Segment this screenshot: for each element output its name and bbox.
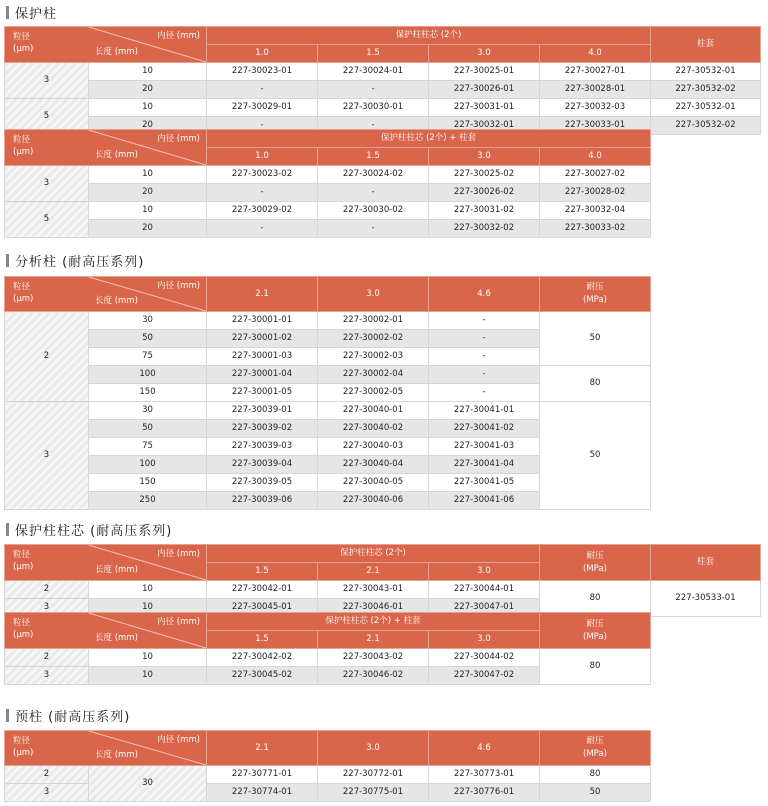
analytical-column-table: 粒径 (μm) 内径 (mm) 长度 (mm) 2.1 3.0 4.6 耐压 (MPa) 2 30 227-30001-01 227-30002-01 - 50 50 227-30001-02 227-30002-02 - 75 227-30001-03 227-30002-03 - 100 227-30001-04 227-30002-04 - 80 150 227-30001-05 227-30002-05 - 3 30 227-30039-01 227-30040-01 227-30041-01 50 50 227-30039-02 227-30040-02 227-30041-02 75 227-30039-03 227-30040-03 227-30041-03 100 227-30039-04 227-30040-04 227-30041-04 150 227-30039-05 227-30040-05 227-30041-05 250 227-30039-06 227-30040-06 227-30041-06 [4, 276, 651, 510]
section-title-guard-column: 保护柱 [6, 3, 57, 22]
section-title-analytical-column: 分析柱 (耐高压系列) [6, 251, 144, 270]
table-row: 20 - - 227-30026-01 227-30028-01 227-30532-02 [5, 81, 761, 99]
section-title-guard-cartridge: 保护柱柱芯 (耐高压系列) [6, 520, 172, 539]
table-row: 20 - - 227-30032-02 227-30033-02 [5, 220, 651, 238]
table-row: 50 227-30001-02 227-30002-02 - [5, 330, 651, 348]
table-row: 100 227-30001-04 227-30002-04 - 80 [5, 366, 651, 384]
table-row: 3 30 227-30039-01 227-30040-01 227-30041-01 50 [5, 402, 651, 420]
guard-column-set-table: 粒径 (μm) 内径 (mm) 长度 (mm) 保护柱柱芯 (2个) + 柱套 1.0 1.5 3.0 4.0 3 10 227-30023-02 227-30024-02 227-30025-02 227-30027-02 20 - - 227-30026-02 227-30028-02 5 10 227-30029-02 227-30030-02 227-30031-02 227-30032-04 20 - - 227-30032-02 227-30033-02 [4, 129, 651, 238]
pressure-header: 耐压 (MPa) [540, 277, 651, 312]
group-header: 保护柱柱芯 (2个) + 柱套 [207, 130, 651, 148]
table-row: 100 227-30039-04 227-30040-04 227-30041-04 [5, 456, 651, 474]
table-row: 75 227-30001-03 227-30002-03 - [5, 348, 651, 366]
table-row: 20 - - 227-30026-02 227-30028-02 [5, 184, 651, 202]
group-header: 保护柱柱芯 (2个) [207, 27, 651, 45]
table-row: 3 227-30774-01 227-30775-01 227-30776-01 50 [5, 784, 651, 802]
table-row: 3 10 227-30023-01 227-30024-01 227-30025-01 227-30027-01 227-30532-01 [5, 63, 761, 81]
table-row: 150 227-30001-05 227-30002-05 - [5, 384, 651, 402]
guard-cartridge-table: 粒径 (μm) 内径 (mm) 长度 (mm) 保护柱柱芯 (2个) 耐压 (MPa) 柱套 1.5 2.1 3.0 2 10 227-30042-01 227-30043-01 227-30044-01 80 227-30533-01 3 10 227-30045-01 227-30046-01 227-30047-01 [4, 544, 761, 617]
corner-header: 粒径 (μm) 内径 (mm) 长度 (mm) [5, 277, 207, 312]
table-row: 2 30 227-30771-01 227-30772-01 227-30773-01 80 [5, 766, 651, 784]
diam-header: 1.5 [318, 45, 429, 63]
corner-header: 粒径 (μm) 内径 (mm) 长度 (mm) [5, 27, 207, 63]
guard-column-table [4, 26, 761, 135]
table-row: 3 10 227-30045-01 227-30046-01 227-30047-01 [5, 599, 761, 617]
table-row: 2 10 227-30042-01 227-30043-01 227-30044-01 80 227-30533-01 [5, 581, 761, 599]
holder-header: 柱套 [651, 27, 761, 63]
table-row: 3 10 227-30045-02 227-30046-02 227-30047-02 [5, 667, 651, 685]
diam-header: 1.0 [207, 45, 318, 63]
corner-header: 粒径 (μm) 内径 (mm) 长度 (mm) [5, 613, 207, 649]
corner-header: 粒径 (μm) 内径 (mm) 长度 (mm) [5, 545, 207, 581]
diam-header: 3.0 [429, 45, 540, 63]
table-row: 50 227-30039-02 227-30040-02 227-30041-02 [5, 420, 651, 438]
table-row: 5 10 227-30029-01 227-30030-01 227-30031-01 227-30032-03 227-30532-01 [5, 99, 761, 117]
diam-header: 4.0 [540, 45, 651, 63]
guard-cartridge-set-table: 粒径 (μm) 内径 (mm) 长度 (mm) 保护柱柱芯 (2个) + 柱套 耐压 (MPa) 1.5 2.1 3.0 2 10 227-30042-02 227-30043-02 227-30044-02 80 3 10 227-30045-02 227-30046-02 227-30047-02 [4, 612, 651, 685]
table-row: 5 10 227-30029-02 227-30030-02 227-30031-02 227-30032-04 [5, 202, 651, 220]
table-row: 2 10 227-30042-02 227-30043-02 227-30044-02 80 [5, 649, 651, 667]
corner-header: 粒径 (μm) 内径 (mm) 长度 (mm) [5, 130, 207, 166]
table-row: 20 - - 227-30032-01 227-30033-01 227-30532-02 [5, 117, 761, 135]
table-row: 2 30 227-30001-01 227-30002-01 - 50 [5, 312, 651, 330]
table-row: 75 227-30039-03 227-30040-03 227-30041-03 [5, 438, 651, 456]
table-row: 3 10 227-30023-02 227-30024-02 227-30025-02 227-30027-02 [5, 166, 651, 184]
section-title-pre-column: 预柱 (耐高压系列) [6, 706, 130, 725]
table-row: 250 227-30039-06 227-30040-06 227-30041-06 [5, 492, 651, 510]
table-row: 150 227-30039-05 227-30040-05 227-30041-05 [5, 474, 651, 492]
pre-column-table: 粒径 (μm) 内径 (mm) 长度 (mm) 2.1 3.0 4.6 耐压 (MPa) 2 30 227-30771-01 227-30772-01 227-30773-01 80 3 227-30774-01 227-30775-01 227-30776-01 50 [4, 730, 651, 802]
corner-header: 粒径 (μm) 内径 (mm) 长度 (mm) [5, 731, 207, 766]
